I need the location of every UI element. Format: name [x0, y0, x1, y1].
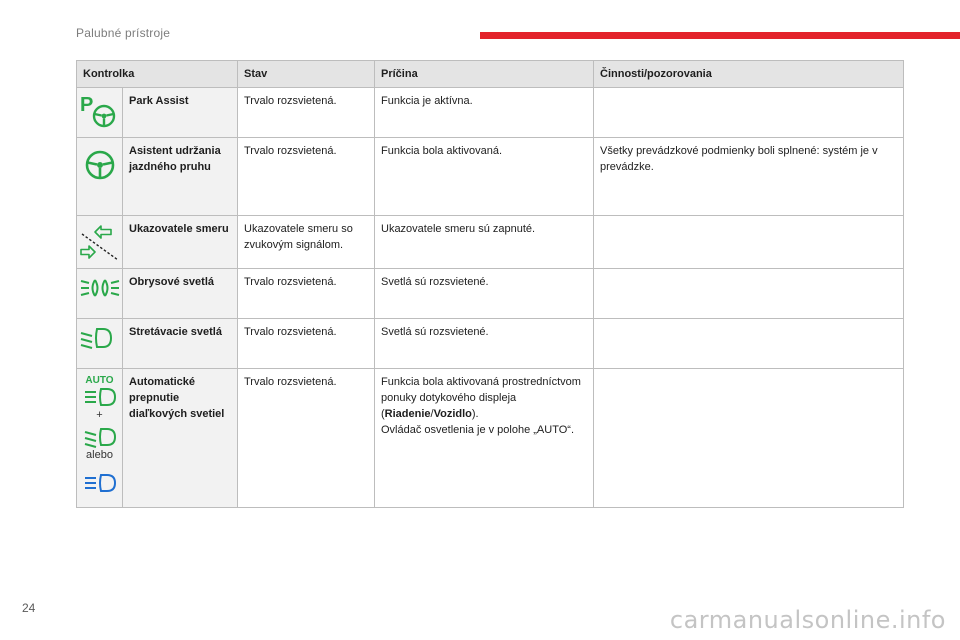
header-accent-bar	[480, 32, 960, 39]
direction-indicators-icon	[79, 222, 121, 262]
lamp-cause: Funkcia bola aktivovaná prostredníctvom ponuky dotykového displeja (Riadenie/Vozidlo). Ovládač osvetlenia je v polohe „AUTO“.	[375, 369, 594, 508]
lamp-state: Trvalo rozsvietená.	[238, 138, 375, 216]
table-row	[77, 138, 904, 216]
column-header-stav: Stav	[238, 61, 375, 88]
table-row	[77, 369, 904, 508]
lamp-name: Park Assist	[123, 88, 238, 138]
dipped-beam-icon	[83, 426, 117, 448]
lamp-state: Trvalo rozsvietená.	[238, 369, 375, 508]
lamp-name: Automatické prepnutie diaľkových svetiel	[123, 369, 238, 508]
lamp-action	[594, 88, 904, 138]
lamp-action: Všetky prevádzkové podmienky boli splnené: systém je v prevádzke.	[594, 138, 904, 216]
column-header-cinnosti: Činnosti/pozorovania	[594, 61, 904, 88]
lamp-name: Asistent udržania jazdného pruhu	[123, 138, 238, 216]
warning-lamps-table	[76, 60, 904, 508]
or-label: alebo	[86, 449, 113, 461]
lamp-action	[594, 319, 904, 369]
dipped-beam-icon	[79, 325, 113, 351]
table-row	[77, 216, 904, 269]
lamp-name: Ukazovatele smeru	[123, 216, 238, 269]
lamp-state: Trvalo rozsvietená.	[238, 88, 375, 138]
lamp-cause: Funkcia je aktívna.	[375, 88, 594, 138]
lamp-name: Obrysové svetlá	[123, 269, 238, 319]
page-header-title: Palubné prístroje	[76, 26, 171, 40]
lamp-state: Trvalo rozsvietená.	[238, 269, 375, 319]
lane-keeping-assist-icon	[82, 148, 118, 182]
sidelamps-icon	[79, 275, 121, 301]
lamp-cause: Svetlá sú rozsvietené.	[375, 319, 594, 369]
auto-main-beam-icon	[83, 386, 117, 408]
lamp-action	[594, 369, 904, 508]
lamp-state: Ukazovatele smeru so zvukovým signálom.	[238, 216, 375, 269]
table-row	[77, 269, 904, 319]
table-header-row	[77, 61, 904, 88]
lamp-cause: Funkcia bola aktivovaná.	[375, 138, 594, 216]
lamp-action	[594, 216, 904, 269]
column-header-kontrolka: Kontrolka	[77, 61, 238, 88]
page-number: 24	[22, 601, 36, 615]
park-assist-icon	[79, 94, 117, 128]
lamp-state: Trvalo rozsvietená.	[238, 319, 375, 369]
lamp-cause: Ukazovatele smeru sú zapnuté.	[375, 216, 594, 269]
auto-label: AUTO	[85, 375, 114, 386]
svg-text:P: P	[80, 94, 94, 116]
watermark: carmanualsonline.info	[669, 606, 946, 634]
main-beam-blue-icon	[83, 472, 117, 494]
lamp-cause: Svetlá sú rozsvietené.	[375, 269, 594, 319]
lamp-name: Stretávacie svetlá	[123, 319, 238, 369]
plus-sign: +	[96, 409, 103, 421]
table-row	[77, 88, 904, 138]
column-header-pricina: Príčina	[375, 61, 594, 88]
lamp-action	[594, 269, 904, 319]
table-row	[77, 319, 904, 369]
